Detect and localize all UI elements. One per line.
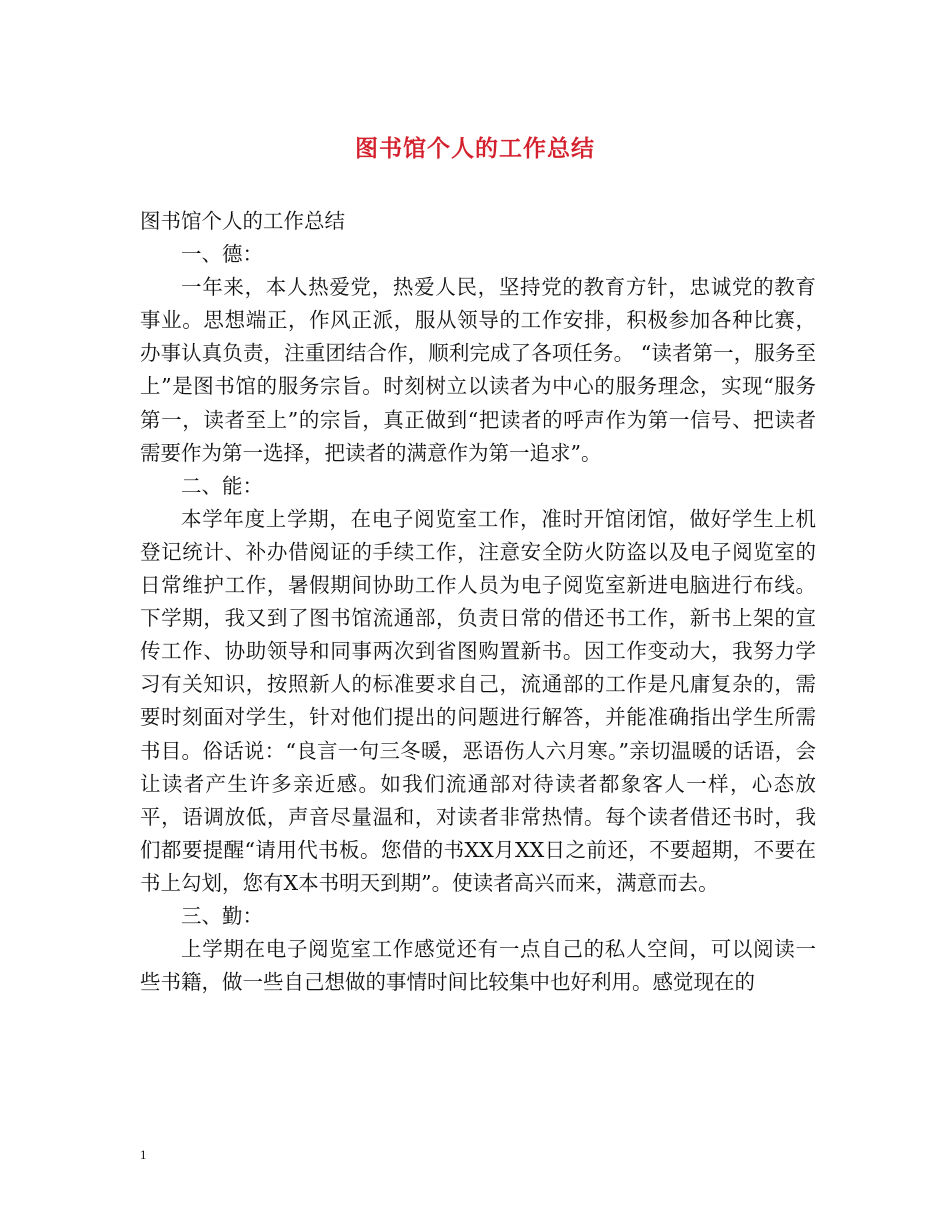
document-title: 图书馆个人的工作总结	[355, 135, 595, 162]
section-heading-de: 一、德：	[181, 242, 263, 267]
section-heading-qin: 三、勤：	[181, 903, 263, 928]
paragraph-de: 一年来，本人热爱党，热爱人民，坚持党的教育方针，忠诚党的教育事业。思想端正，作风正派，服从领导的工作安排，积极参加各种比赛，办事认真负责，注重团结合作，顺利完成了各项任务。 “读者第一，服务至上”是图书馆的服务宗旨。时刻树立以读者为中心的服务理念，实现“服务第一，读者至上”的宗旨，真正做到“把读者的呼声作为第一信号、把读者需要作为第一选择，把读者的满意作为第一追求”。	[140, 275, 816, 465]
paragraph-qin: 上学期在电子阅览室工作感觉还有一点自己的私人空间，可以阅读一些书籍，做一些自己想做的事情时间比较集中也好利用。感觉现在的	[140, 937, 816, 995]
page-number: 1	[140, 1147, 147, 1162]
document-body	[140, 205, 816, 999]
paragraph-neng: 本学年度上学期，在电子阅览室工作，准时开馆闭馆，做好学生上机登记统计、补办借阅证的手续工作，注意安全防火防盗以及电子阅览室的日常维护工作，暑假期间协助工作人员为电子阅览室新进电脑进行布线。下学期，我又到了图书馆流通部，负责日常的借还书工作，新书上架的宣传工作、协助领导和同事两次到省图购置新书。因工作变动大，我努力学习有关知识，按照新人的标准要求自己，流通部的工作是凡庸复杂的，需要时刻面对学生，针对他们提出的问题进行解答，并能准确指出学生所需书目。俗话说：“良言一句三冬暖，恶语伤人六月寒。”亲切温暖的话语，会让读者产生许多亲近感。如我们流通部对待读者都象客人一样，心态放平，语调放低，声音尽量温和，对读者非常热情。每个读者借还书时，我们都要提醒“请用代书板。您借的书XX月XX日之前还，不要超期，不要在书上勾划，您有X本书明天到期”。使读者高兴而来，满意而去。	[140, 506, 816, 895]
section-heading-neng: 二、能：	[181, 473, 263, 498]
subtitle-paragraph: 图书馆个人的工作总结	[140, 209, 345, 233]
